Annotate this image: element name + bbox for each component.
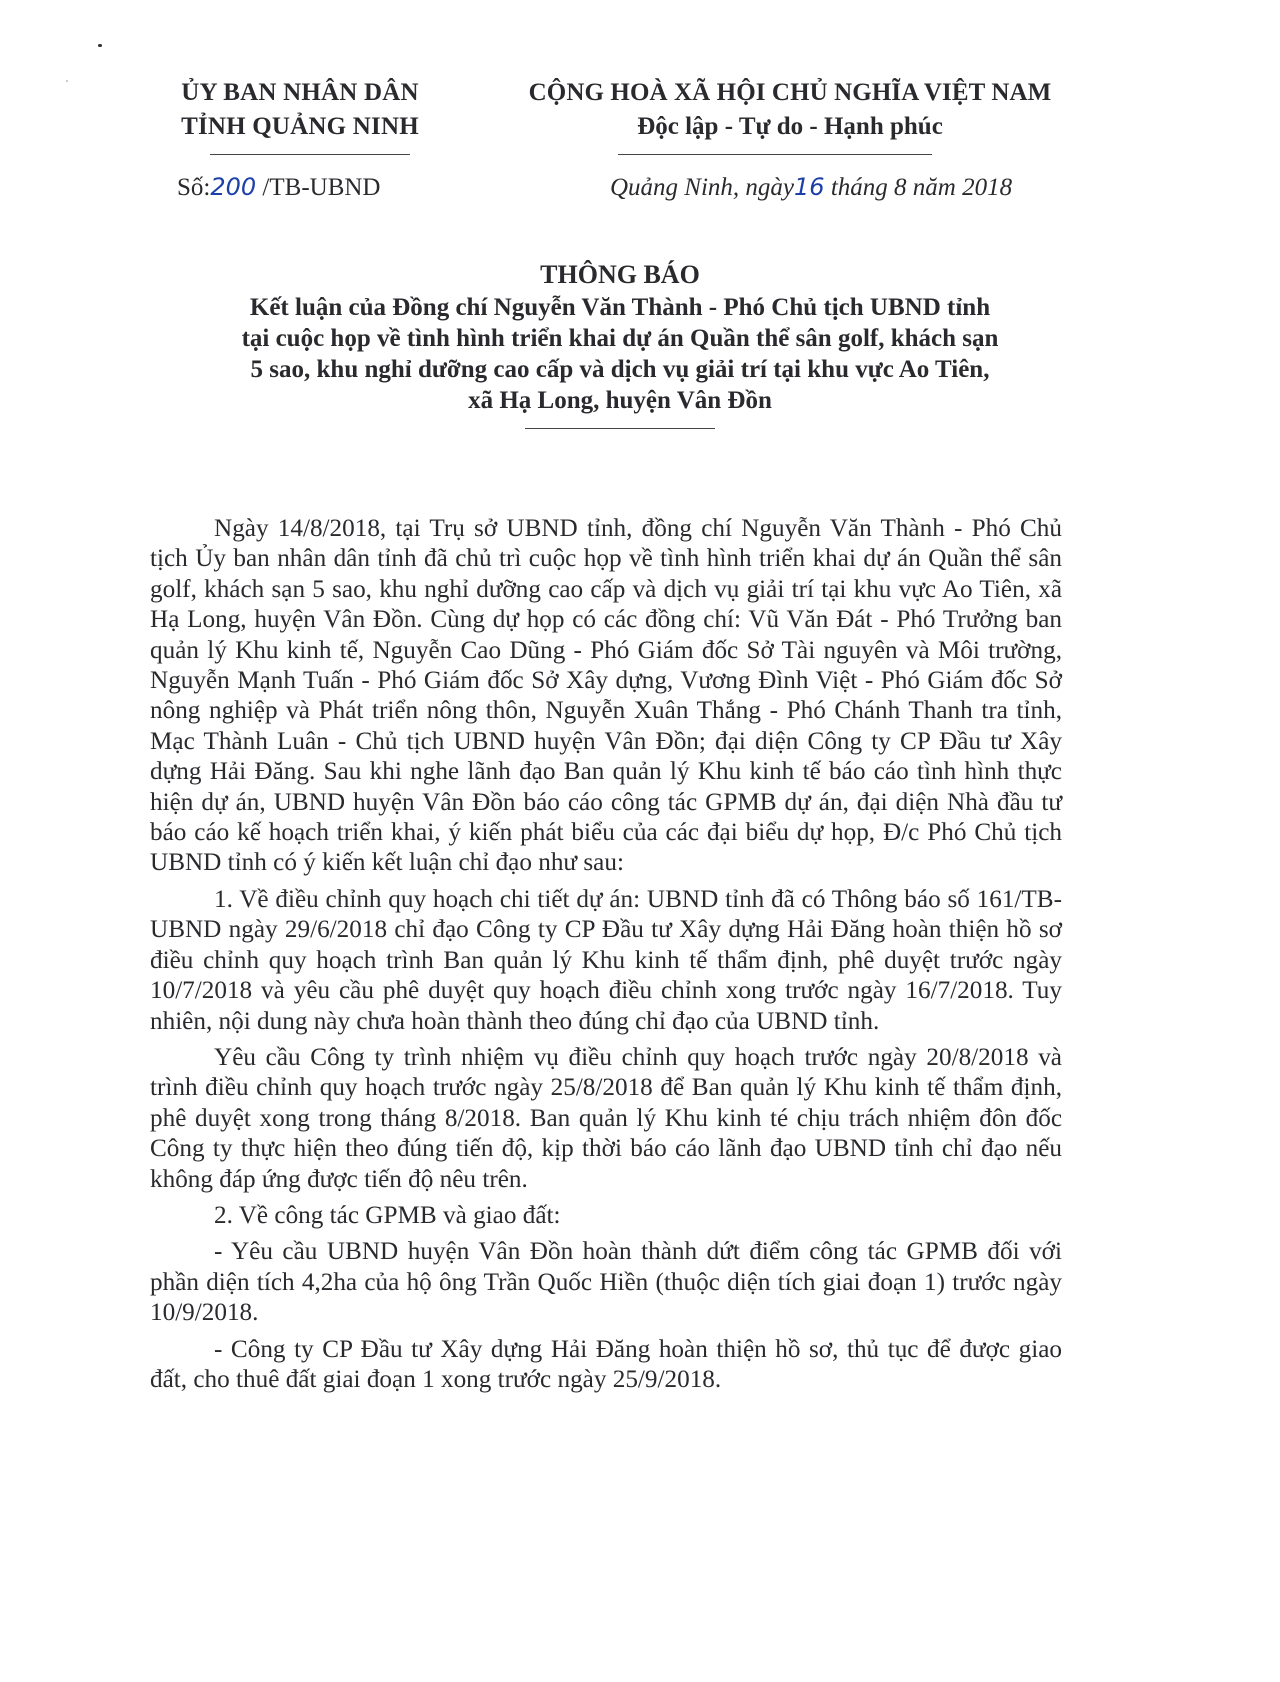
- place-date-suffix: tháng 8 năm 2018: [824, 174, 1013, 201]
- handwritten-doc-number: 200: [210, 173, 257, 201]
- place-and-date: [610, 172, 1012, 203]
- place-date-prefix: Quảng Ninh, ngày: [610, 174, 795, 201]
- title-line-1: Kết luận của Đồng chí Nguyễn Văn Thành - Phó Chủ tịch UBND tỉnh: [249, 294, 991, 321]
- title-main: THÔNG BÁO: [540, 260, 700, 289]
- body-paragraph-item-2a: - Yêu cầu UBND huyện Vân Đồn hoàn thành dứt điểm công tác GPMB đối với phần diện tích 4,2ha của hộ ông Trần Quốc Hiền (thuộc diện tích giai đoạn 1) trước ngày 10/9/2018.: [150, 1238, 1062, 1327]
- title-line-4: xã Hạ Long, huyện Vân Đồn: [468, 387, 772, 414]
- title-underline: [525, 428, 715, 429]
- national-header: [470, 76, 1110, 144]
- nation-name: CỘNG HOÀ XÃ HỘI CHỦ NGHĨA VIỆT NAM: [528, 79, 1052, 106]
- issuer-line-1: ỦY BAN NHÂN DÂN: [181, 79, 419, 106]
- issuer-underline: [210, 154, 410, 155]
- body-paragraph-item-2: 2. Về công tác GPMB và giao đất:: [214, 1201, 561, 1229]
- handwritten-day: 16: [794, 173, 825, 201]
- body-paragraph-intro: Ngày 14/8/2018, tại Trụ sở UBND tỉnh, đồng chí Nguyễn Văn Thành - Phó Chủ tịch Ủy ban nhân dân tỉnh đã chủ trì cuộc họp về tình hình triển khai dự án Quần thể sân golf, khách sạn 5 sao, khu nghỉ dưỡng cao cấp và dịch vụ giải trí tại khu vực Ao Tiên, xã Hạ Long, huyện Vân Đồn. Cùng dự họp có các đồng chí: Vũ Văn Đát - Phó Trưởng ban quản lý Khu kinh tế, Nguyễn Cao Dũng - Phó Giám đốc Sở Tài nguyên và Môi trường, Nguyễn Mạnh Tuấn - Phó Giám đốc Sở Xây dựng, Vương Đình Việt - Phó Giám đốc Sở nông nghiệp và Phát triển nông thôn, Nguyễn Xuân Thắng - Phó Chánh Thanh tra tỉnh, Mạc Thành Luân - Chủ tịch UBND huyện Vân Đồn; đại diện Công ty CP Đầu tư Xây dựng Hải Đăng. Sau khi nghe lãnh đạo Ban quản lý Khu kinh tế báo cáo tình hình thực hiện dự án, UBND huyện Vân Đồn báo cáo công tác GPMB dự án, đại diện Nhà đầu tư báo cáo kế hoạch triển khai, ý kiến phát biểu của các đại biểu dự họp, Đ/c Phó Chủ tịch UBND tỉnh có ý kiến kết luận chỉ đạo như sau:: [150, 515, 1062, 877]
- issuer-line-2: TỈNH QUẢNG NINH: [181, 113, 419, 140]
- document-title: [140, 258, 1100, 416]
- body-paragraph-item-1: 1. Về điều chỉnh quy hoạch chi tiết dự án: UBND tỉnh đã có Thông báo số 161/TB-UBND ngày 29/6/2018 chỉ đạo Công ty CP Đầu tư Xây dựng Hải Đăng hoàn thiện hồ sơ điều chỉnh quy hoạch trình Ban quản lý Khu kinh tế thẩm định, phê duyệt trước ngày 10/7/2018 và yêu cầu phê duyệt quy hoạch điều chỉnh xong trước ngày 16/7/2018. Tuy nhiên, nội dung này chưa hoàn thành theo đúng chỉ đạo của UBND tỉnh.: [150, 885, 1062, 1035]
- body-paragraph-requirement: Yêu cầu Công ty trình nhiệm vụ điều chỉnh quy hoạch trước ngày 20/8/2018 và trình điều chỉnh quy hoạch trước ngày 25/8/2018 để Ban quản lý Khu kinh tế thẩm định, phê duyệt xong trong tháng 8/2018. Ban quản lý Khu kinh té chịu trách nhiệm đôn đốc Công ty thực hiện theo đúng tiến độ, kịp thời báo cáo lãnh đạo UBND tỉnh chỉ đạo nếu không đáp ứng được tiến độ nêu trên.: [150, 1043, 1062, 1193]
- document-number: [177, 172, 380, 203]
- issuer-block: [150, 76, 450, 144]
- doc-number-suffix: /TB-UBND: [256, 174, 381, 201]
- motto-underline: [618, 154, 932, 155]
- national-motto: Độc lập - Tự do - Hạnh phúc: [637, 113, 943, 140]
- scan-speck: [66, 80, 68, 82]
- title-line-3: 5 sao, khu nghỉ dưỡng cao cấp và dịch vụ giải trí tại khu vực Ao Tiên,: [250, 356, 990, 383]
- scan-speck: [98, 44, 102, 47]
- document-body: [150, 514, 1062, 1395]
- title-line-2: tại cuộc họp về tình hình triển khai dự án Quần thể sân golf, khách sạn: [241, 325, 999, 352]
- doc-number-prefix: Số:: [177, 174, 211, 201]
- body-paragraph-item-2b: - Công ty CP Đầu tư Xây dựng Hải Đăng hoàn thiện hồ sơ, thủ tục để được giao đất, cho thuê đất giai đoạn 1 xong trước ngày 25/9/2018.: [150, 1335, 1062, 1393]
